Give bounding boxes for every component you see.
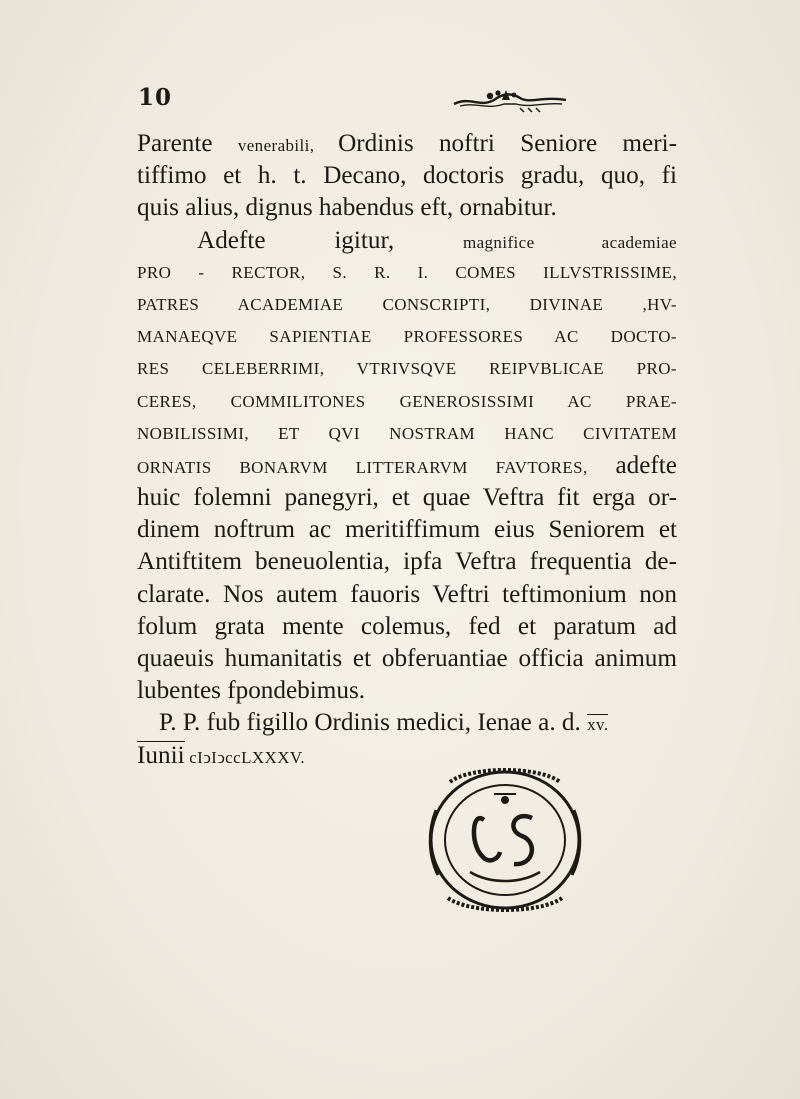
text-line xyxy=(137,546,677,578)
text-line xyxy=(137,675,677,707)
text-line xyxy=(137,257,677,289)
text-line xyxy=(137,482,677,514)
small-caps-text: PRO - RECTOR, S. R. I. COMES ILLVSTRISSIME, xyxy=(137,262,677,282)
text-segment: Adefte igitur, xyxy=(197,226,463,254)
text-line xyxy=(137,321,677,353)
text-line xyxy=(137,514,677,546)
text-line xyxy=(137,192,677,224)
small-caps-text: NOBILISSIMI, ET QVI NOSTRAM HANC CIVITATEM xyxy=(137,423,677,443)
dateline-day: xv. xyxy=(587,715,609,735)
vignette-ornament-icon xyxy=(410,760,600,920)
dateline-text: P. P. fub figillo Ordinis medici, Ienae a. d. xyxy=(159,709,588,737)
text-segment: dinem noftrum ac meritiffimum eius Seniorem et xyxy=(137,516,677,544)
text-line xyxy=(137,160,677,192)
text-segment: tiffimo et h. t. Decano, doctoris gradu, quo, fi xyxy=(137,162,677,190)
text-line xyxy=(137,225,677,257)
small-caps-text: CERES, COMMILITONES GENEROSISSIMI AC PRAE- xyxy=(137,391,677,411)
text-line xyxy=(137,579,677,611)
small-caps-text: venerabili, xyxy=(237,136,339,155)
text-segment: quis alius, dignus habendus eft, ornabitur. xyxy=(137,194,557,222)
text-line xyxy=(137,289,677,321)
text-segment: folum grata mente colemus, fed et paratum ad xyxy=(137,612,677,640)
text-segment: adefte xyxy=(615,451,677,479)
page-number: 10 xyxy=(138,84,173,111)
text-segment: Ordinis noftri Seniore meri- xyxy=(338,130,677,157)
text-segment: clarate. Nos autem fauoris Veftri teftimonium non xyxy=(137,580,677,608)
text-segment: lubentes fpondebimus. xyxy=(137,677,366,705)
text-line xyxy=(137,386,677,418)
dateline-month: Iunii xyxy=(137,741,185,769)
text-segment: Parente xyxy=(137,130,238,157)
dateline-year-numeral: cIↄIↄccLXXXV. xyxy=(184,747,306,767)
body-text xyxy=(137,128,677,772)
text-line xyxy=(137,643,677,675)
small-caps-text: PATRES ACADEMIAE CONSCRIPTI, DIVINAE ,HV- xyxy=(137,294,677,314)
text-segment: huic folemni panegyri, et quae Veftra fit erga or- xyxy=(137,484,677,512)
text-segment: quaeuis humanitatis et obferuantiae officia animum xyxy=(137,645,677,672)
text-line xyxy=(137,353,677,385)
text-line xyxy=(137,611,677,643)
small-caps-text: ORNATIS BONARVM LITTERARVM FAVTORES, xyxy=(137,457,616,477)
small-caps-text: magnifice academiae xyxy=(462,232,677,252)
small-caps-text: RES CELEBERRIMI, VTRIVSQVE REIPVBLICAE PRO- xyxy=(137,359,677,379)
small-caps-text: MANAEQVE SAPIENTIAE PROFESSORES AC DOCTO- xyxy=(137,327,677,347)
text-line xyxy=(137,418,677,450)
text-line xyxy=(137,450,677,482)
text-line xyxy=(137,128,677,160)
dateline xyxy=(137,707,677,739)
head-ornament-icon xyxy=(450,86,570,114)
text-segment: Antiftitem beneuolentia, ipfa Veftra frequentia de- xyxy=(137,548,677,576)
